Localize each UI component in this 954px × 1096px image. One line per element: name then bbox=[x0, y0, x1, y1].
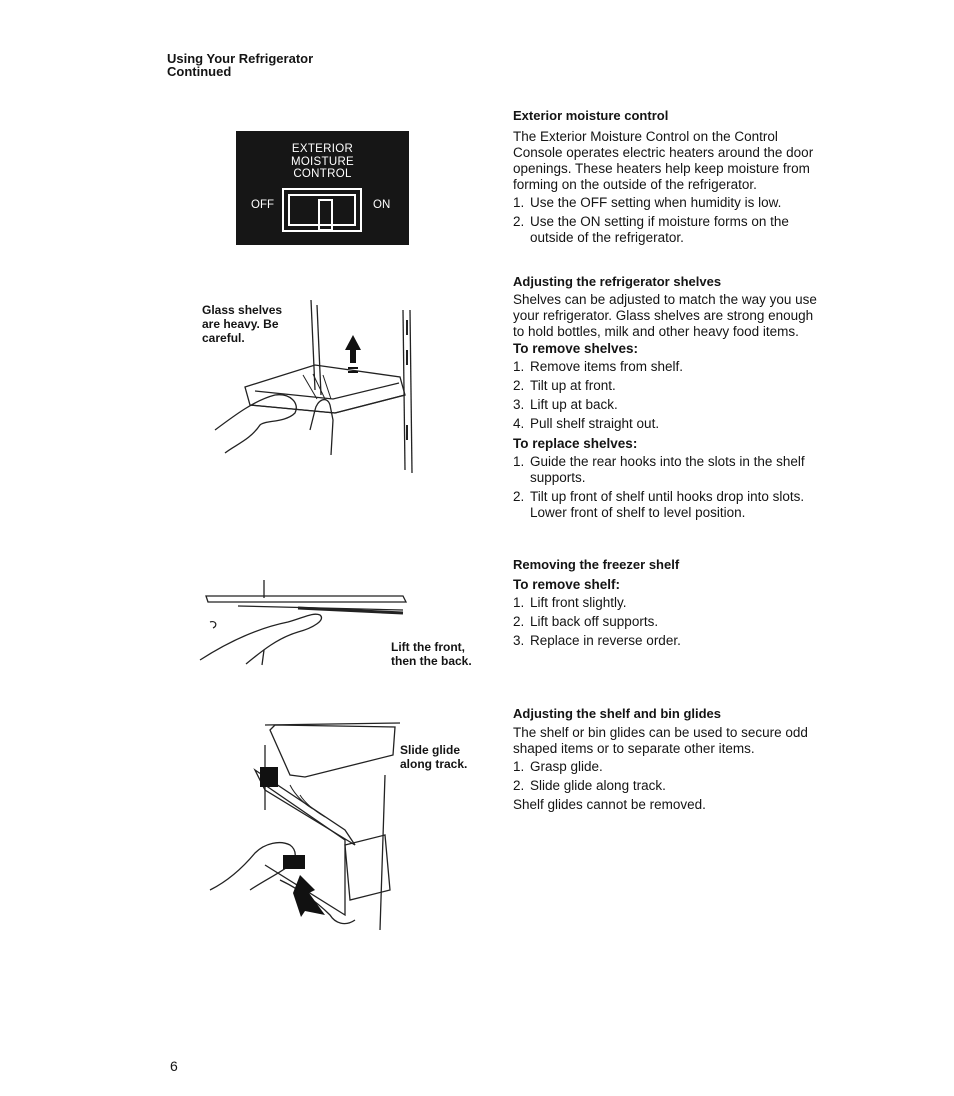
panel-off-label: OFF bbox=[251, 199, 274, 211]
section-moisture bbox=[513, 108, 823, 249]
step-number: 1. bbox=[513, 454, 525, 469]
freezer-shelf-illustration bbox=[198, 580, 413, 670]
lift-caption bbox=[391, 640, 472, 668]
list-item bbox=[513, 416, 823, 432]
panel-label-line: CONTROL bbox=[293, 168, 352, 180]
list-item bbox=[513, 614, 823, 630]
subsection-title: To replace shelves: bbox=[513, 436, 638, 451]
section-title: Adjusting the refrigerator shelves bbox=[513, 274, 722, 289]
section-title: Exterior moisture control bbox=[513, 108, 669, 123]
subsection-title: To remove shelves: bbox=[513, 341, 639, 356]
step-text: Pull shelf straight out. bbox=[530, 416, 660, 431]
step-number: 4. bbox=[513, 416, 525, 431]
step-text: Tilt up front of shelf until hooks drop into slots. Lower front of shelf to level position. bbox=[530, 489, 805, 520]
slide-caption bbox=[400, 743, 467, 771]
step-number: 1. bbox=[513, 759, 525, 774]
section-shelves bbox=[513, 274, 823, 524]
section-body: Shelves can be adjusted to match the way you use your refrigerator. Glass shelves are strong enough to hold bottles, milk and other heavy food items. bbox=[513, 292, 817, 339]
list-item bbox=[513, 778, 823, 794]
switch-frame bbox=[288, 194, 356, 226]
step-text: Remove items from shelf. bbox=[530, 359, 684, 374]
glide-note: Shelf glides cannot be removed. bbox=[513, 797, 706, 812]
caption-line: Lift the front, bbox=[391, 640, 465, 654]
list-item bbox=[513, 595, 823, 611]
step-text: Grasp glide. bbox=[530, 759, 603, 774]
list-item bbox=[513, 397, 823, 413]
page-number: 6 bbox=[170, 1058, 178, 1074]
step-number: 2. bbox=[513, 778, 525, 793]
panel-on-label: ON bbox=[373, 199, 391, 211]
moisture-control-panel bbox=[236, 131, 409, 245]
section-body: The Exterior Moisture Control on the Control Console operates electric heaters around the door openings. These heaters help keep moisture from forming on the outside of the refrigerator. bbox=[513, 129, 814, 192]
list-item bbox=[513, 633, 823, 649]
section-body: The shelf or bin glides can be used to secure odd shaped items or to separate other items. bbox=[513, 725, 808, 756]
caption-line: Slide glide bbox=[400, 743, 461, 757]
step-number: 1. bbox=[513, 359, 525, 374]
slide-glide-illustration bbox=[205, 715, 405, 935]
step-text: Tilt up at front. bbox=[530, 378, 616, 393]
panel-label-line: MOISTURE bbox=[290, 155, 355, 168]
step-text: Lift front slightly. bbox=[530, 595, 627, 610]
step-number: 2. bbox=[513, 614, 525, 629]
step-text: Slide glide along track. bbox=[530, 778, 666, 793]
subsection-title: To remove shelf: bbox=[513, 577, 621, 592]
glide-steps bbox=[513, 759, 823, 794]
rocker-switch bbox=[282, 188, 362, 232]
step-number: 2. bbox=[513, 489, 525, 504]
step-text: Lift back off supports. bbox=[530, 614, 659, 629]
step-number: 1. bbox=[513, 595, 525, 610]
glass-shelf-illustration bbox=[205, 295, 420, 475]
remove-shelf-steps bbox=[513, 359, 823, 432]
header-subtitle: Continued bbox=[167, 64, 232, 79]
panel-label-line: EXTERIOR bbox=[291, 143, 354, 155]
section-title: Removing the freezer shelf bbox=[513, 557, 680, 572]
step-number: 1. bbox=[513, 195, 525, 210]
step-text: Replace in reverse order. bbox=[530, 633, 681, 648]
list-item bbox=[513, 195, 823, 211]
panel-label bbox=[236, 143, 409, 181]
freezer-steps bbox=[513, 595, 823, 649]
switch-rocker bbox=[318, 199, 333, 231]
replace-shelf-steps bbox=[513, 454, 823, 521]
step-text: Lift up at back. bbox=[530, 397, 618, 412]
list-item bbox=[513, 214, 823, 246]
list-item bbox=[513, 454, 823, 486]
caption-line: careful. bbox=[202, 331, 245, 345]
step-text: Use the ON setting if moisture forms on the outside of the refrigerator. bbox=[530, 214, 789, 245]
moisture-steps bbox=[513, 195, 823, 246]
page-header bbox=[167, 52, 313, 78]
list-item bbox=[513, 378, 823, 394]
step-number: 2. bbox=[513, 214, 525, 229]
list-item bbox=[513, 759, 823, 775]
step-number: 3. bbox=[513, 397, 525, 412]
caption-line: along track. bbox=[400, 757, 468, 771]
list-item bbox=[513, 489, 823, 521]
section-glides bbox=[513, 706, 823, 813]
step-number: 3. bbox=[513, 633, 525, 648]
section-title: Adjusting the shelf and bin glides bbox=[513, 706, 722, 721]
caption-line: then the back. bbox=[391, 654, 472, 668]
section-freezer bbox=[513, 557, 823, 652]
step-text: Use the OFF setting when humidity is low. bbox=[530, 195, 782, 210]
step-number: 2. bbox=[513, 378, 525, 393]
header-title: Using Your Refrigerator bbox=[167, 51, 314, 66]
step-text: Guide the rear hooks into the slots in the shelf supports. bbox=[530, 454, 805, 485]
caption-line: are heavy. Be bbox=[202, 317, 279, 331]
list-item bbox=[513, 359, 823, 375]
caption-line: Glass shelves bbox=[202, 303, 283, 317]
